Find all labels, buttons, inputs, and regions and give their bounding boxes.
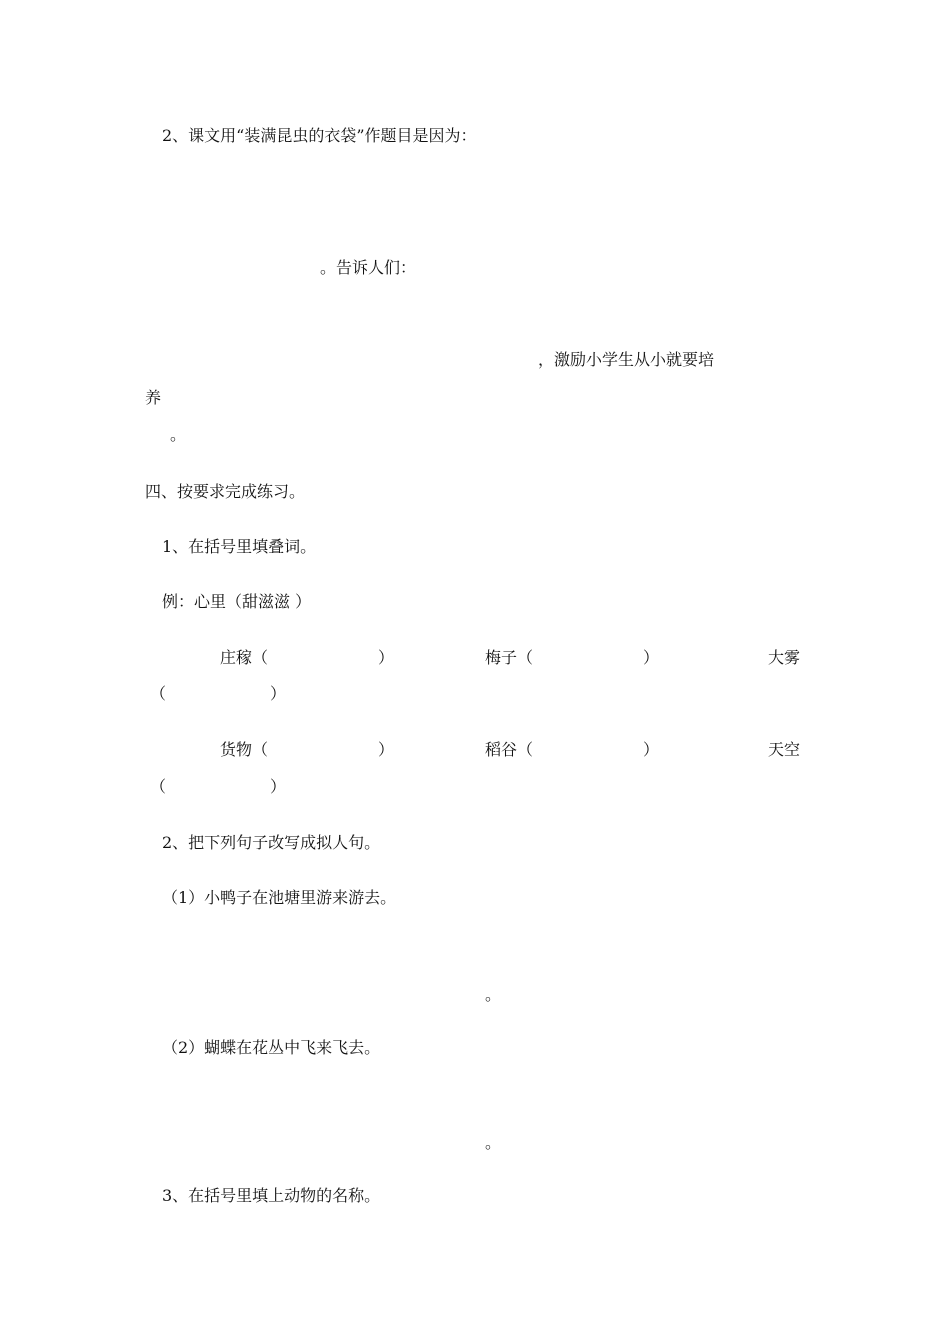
exercise-1-item-dawu-close: ） — [270, 684, 287, 703]
exercise-1-title: 1、在括号里填叠词。 — [162, 537, 317, 556]
section-4-title: 四、按要求完成练习。 — [145, 482, 306, 501]
exercise-2-item-2: （2）蝴蝶在花丛中飞来飞去。 — [162, 1038, 381, 1057]
exercise-1-item-tiankong: 天空 — [768, 740, 801, 759]
exercise-1-example: 例：心里（甜滋滋 ） — [162, 592, 312, 611]
exercise-1-item-zhuangjia-close: ） — [378, 648, 395, 667]
exercise-2-item-1: （1）小鸭子在池塘里游来游去。 — [162, 888, 397, 907]
question-2-tell-line: 。告诉人们： — [320, 258, 417, 277]
exercise-3-title: 3、在括号里填上动物的名称。 — [162, 1186, 381, 1205]
question-2-end-mark: 。 — [170, 425, 187, 444]
exercise-1-item-huowu-close: ） — [378, 740, 395, 759]
exercise-1-item-daogu-close: ） — [643, 740, 660, 759]
question-2-encourage-line: ，激励小学生从小就要培 — [538, 350, 715, 369]
exercise-1-item-dawu-open: （ — [150, 684, 167, 703]
exercise-1-item-tiankong-close: ） — [270, 777, 287, 796]
exercise-1-item-meizi-close: ） — [643, 648, 660, 667]
question-2-cultivate-line: 养 — [145, 388, 162, 407]
question-2-title: 2、课文用“装满昆虫的衣袋”作题目是因为： — [162, 126, 477, 145]
exercise-2-title: 2、把下列句子改写成拟人句。 — [162, 833, 381, 852]
exercise-1-item-meizi: 梅子（ — [485, 648, 534, 667]
exercise-1-item-dawu: 大雾 — [768, 648, 801, 667]
exercise-2-item-2-end-mark: 。 — [485, 1133, 502, 1152]
exercise-1-item-huowu: 货物（ — [220, 740, 269, 759]
exercise-1-item-zhuangjia: 庄稼（ — [220, 648, 269, 667]
exercise-1-item-tiankong-open: （ — [150, 777, 167, 796]
exercise-1-item-daogu: 稻谷（ — [485, 740, 534, 759]
exercise-2-item-1-end-mark: 。 — [485, 985, 502, 1004]
